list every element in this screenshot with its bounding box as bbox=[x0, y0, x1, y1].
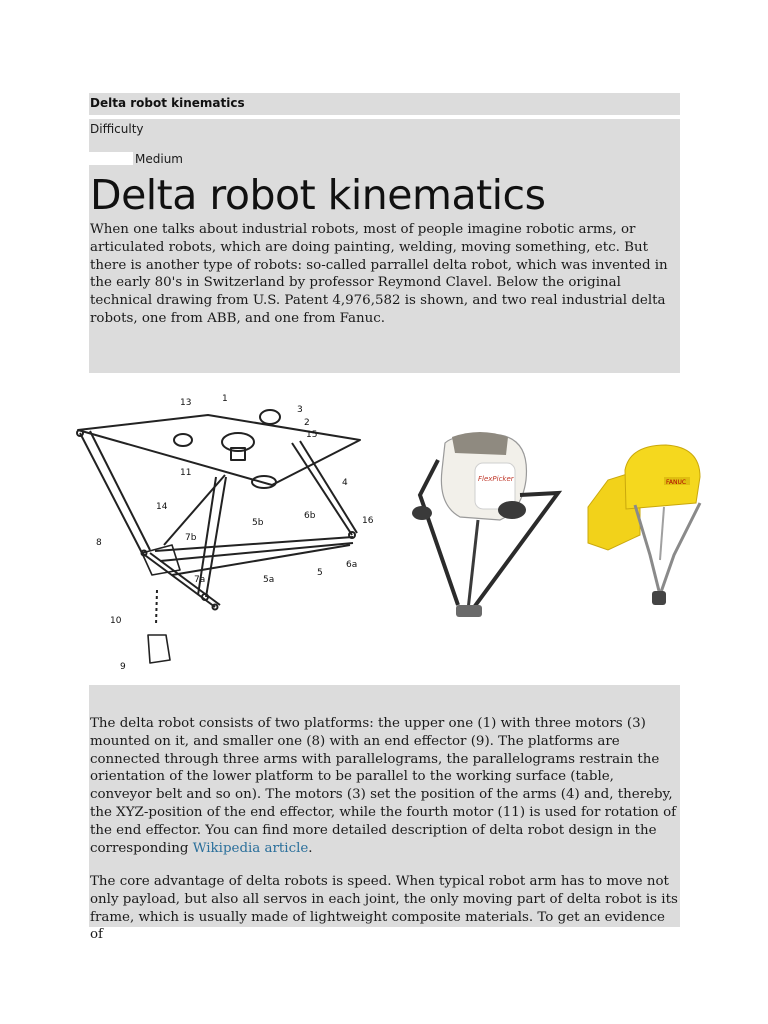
patent-end-effector bbox=[148, 635, 170, 663]
difficulty-label: Difficulty bbox=[90, 122, 144, 136]
body-paragraph bbox=[90, 715, 678, 857]
patent-label: 10 bbox=[110, 616, 122, 626]
abb-logo-text: FlexPicker bbox=[478, 475, 514, 483]
robot-figures bbox=[60, 385, 730, 680]
abb-robot-illustration bbox=[412, 432, 558, 617]
patent-label: 9 bbox=[120, 662, 126, 672]
patent-label: 16 bbox=[362, 516, 374, 526]
patent-label: 7b bbox=[185, 533, 197, 543]
intro-paragraph: When one talks about industrial robots, most of people imagine robotic arms, or articulated robots, which are doing painting, welding, moving something, etc. But there is another type of robots: so-called parrallel delta robot, which was invented in the early 80's in Switzerland by professor Reymond Clavel. Below the original technical drawing from U.S. Patent 4,976,582 is shown, and two real industrial delta robots, one from ABB, and one from Fanuc. bbox=[90, 222, 668, 326]
patent-motor-3 bbox=[260, 410, 280, 424]
patent-base-frame bbox=[78, 415, 360, 485]
patent-label: 6b bbox=[304, 511, 316, 521]
patent-label: 15 bbox=[306, 430, 318, 440]
article-title: Delta robot kinematics bbox=[90, 171, 546, 219]
fanuc-robot-illustration bbox=[588, 445, 700, 605]
patent-label: 7a bbox=[194, 575, 206, 585]
patent-label: 5 bbox=[317, 568, 323, 578]
patent-label: 8 bbox=[96, 538, 102, 548]
difficulty-indicator bbox=[89, 152, 133, 165]
patent-label: 4 bbox=[342, 478, 348, 488]
intro-panel bbox=[89, 119, 680, 373]
patent-label: 13 bbox=[180, 398, 192, 408]
patent-arm-left-upper bbox=[80, 433, 142, 553]
wikipedia-article-link[interactable]: Wikipedia article bbox=[192, 840, 309, 856]
patent-label: 1 bbox=[222, 394, 228, 404]
document-header-bar bbox=[89, 93, 680, 115]
body-paragraph-speed: The core advantage of delta robots is speed. When typical robot arm has to move not only payload, but also all servos in each joint, the only moving part of delta robot is its frame, which is usually made of lightweight composite materials. To get an evidence of bbox=[90, 874, 678, 943]
body-paragraph-text: The delta robot consists of two platforms: the upper one (1) with three motors (3) mounted on it, and smaller one (8) with an end effector (9). The platforms are connected through three arms with parallelograms, the parallelograms restrain the orientation of the lower platform to be parallel to the working surface (table, conveyor belt and so on). The motors (3) set the position of the arms (4) and, thereby, the XYZ-position of the end effector, while the fourth motor (11) is used for rotation of the end effector. You can find more detailed description of delta robot design in the corresponding bbox=[90, 716, 677, 856]
patent-label: 2 bbox=[304, 418, 310, 428]
patent-label: 6a bbox=[346, 560, 358, 570]
patent-motor-left bbox=[174, 434, 192, 446]
patent-label: 5a bbox=[263, 575, 275, 585]
abb-robot-top bbox=[452, 432, 508, 455]
document-header-title: Delta robot kinematics bbox=[90, 96, 245, 110]
body-paragraph-end: . bbox=[308, 840, 313, 856]
patent-label: 3 bbox=[297, 405, 303, 415]
patent-label: 5b bbox=[252, 518, 264, 528]
difficulty-value: Medium bbox=[135, 152, 183, 166]
body-panel bbox=[89, 685, 680, 943]
fanuc-logo-text: FANUC bbox=[666, 479, 687, 486]
patent-arm-right-upper bbox=[292, 443, 352, 535]
patent-label: 14 bbox=[156, 502, 168, 512]
patent-label: 11 bbox=[180, 468, 192, 478]
